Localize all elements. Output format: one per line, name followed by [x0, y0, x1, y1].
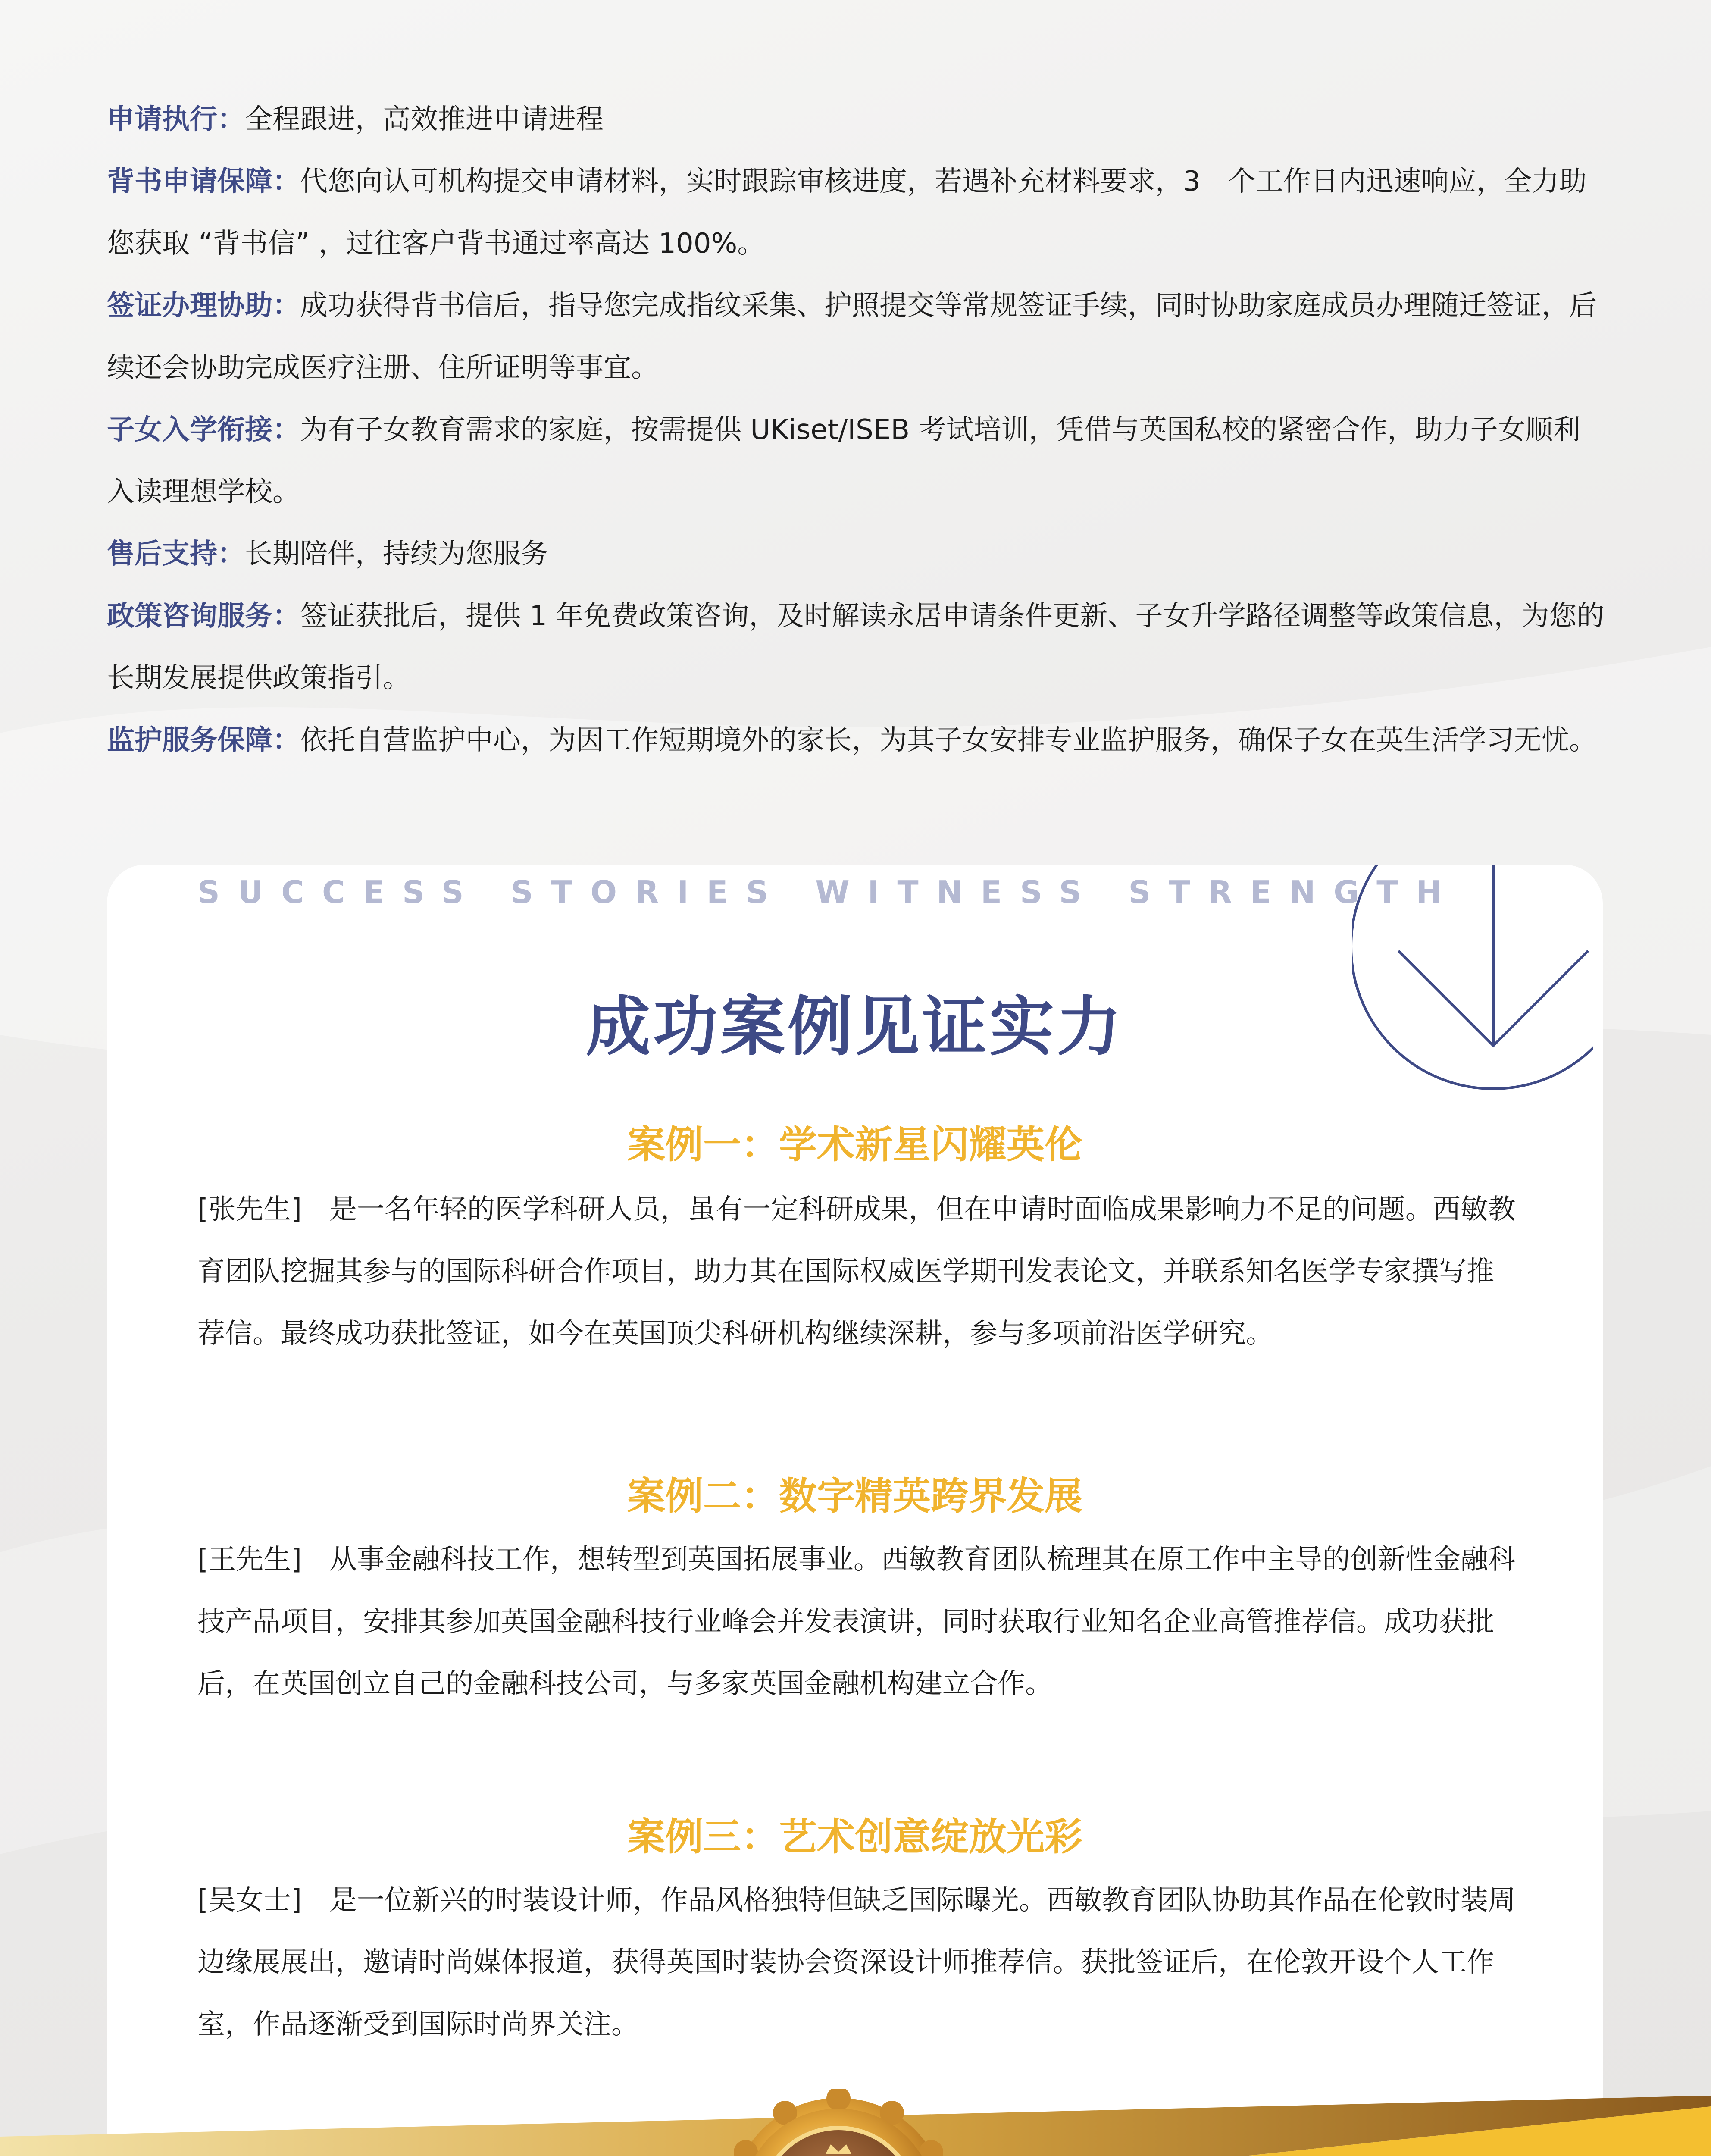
card-eyebrow: SUCCESS STORIES WITNESS STRENGTH: [197, 874, 1460, 910]
service-label: 签证办理协助：: [107, 290, 300, 322]
service-label: 售后支持：: [107, 538, 245, 570]
case-1-title: 案例一：学术新星闪耀英伦: [627, 1122, 1082, 1167]
service-text: 为有子女教育需求的家庭，按需提供 UKiset/ISEB 考试培训，凭借与英国私校的紧密合作，助力子女顺利入读理想学校。: [107, 414, 1581, 508]
case-1-body: [张先生] 是一名年轻的医学科研人员，虽有一定科研成果，但在申请时面临成果影响力不足的问题。西敏教育团队挖掘其参与的国际科研合作项目，助力其在国际权威医学期刊发表论文，并联系知名医学专家撰写推荐信。最终成功获批签证，如今在英国顶尖科研机构继续深耕，参与多项前沿医学研究。: [197, 1194, 1516, 1350]
service-item-application: [107, 88, 1607, 150]
services-list: [107, 88, 1607, 771]
case-2-title: 案例二：数字精英跨界发展: [627, 1474, 1082, 1518]
service-text: 代您向认可机构提交申请材料，实时跟踪审核进度，若遇补充材料要求，3 个工作日内迅速响应，全力助您获取 “背书信” ，过往客户背书通过率高达 100%。: [107, 166, 1587, 260]
case-3-body: [吴女士] 是一位新兴的时装设计师，作品风格独特但缺乏国际曝光。西敏教育团队协助其作品在伦敦时装周边缘展展出，邀请时尚媒体报道，获得英国时装协会资深设计师推荐信。获批签证后，在伦敦开设个人工作室，作品逐渐受到国际时尚界关注。: [197, 1884, 1516, 2040]
service-label: 背书申请保障：: [107, 166, 300, 197]
service-text: 长期陪伴，持续为您服务: [245, 538, 548, 570]
service-text: 依托自营监护中心，为因工作短期境外的家长，为其子女安排专业监护服务，确保子女在英生活学习无忧。: [300, 724, 1597, 756]
case-3-title: 案例三：艺术创意绽放光彩: [627, 1814, 1082, 1859]
service-item-after-sales: [107, 523, 1607, 585]
service-text: 签证获批后，提供 1 年免费政策咨询，及时解读永居申请条件更新、子女升学路径调整等政策信息，为您的长期发展提供政策指引。: [107, 600, 1605, 694]
service-item-guardian: [107, 709, 1607, 771]
service-label: 监护服务保障：: [107, 724, 300, 756]
case-2-body: [王先生] 从事金融科技工作，想转型到英国拓展事业。西敏教育团队梳理其在原工作中主导的创新性金融科技产品项目，安排其参加英国金融科技行业峰会并发表演讲，同时获取行业知名企业高管推荐信。成功获批后，在英国创立自己的金融科技公司，与多家英国金融机构建立合作。: [197, 1544, 1516, 1700]
service-item-policy: [107, 585, 1607, 709]
service-item-visa: [107, 275, 1607, 399]
card-title: 成功案例见证实力: [585, 990, 1124, 1065]
success-stories-card: [107, 865, 1603, 2156]
service-label: 子女入学衔接：: [107, 414, 300, 446]
service-label: 申请执行：: [107, 103, 245, 135]
service-item-school: [107, 399, 1607, 523]
award-medal-icon: [718, 2089, 959, 2156]
service-text: 全程跟进，高效推进申请进程: [245, 103, 604, 135]
service-item-endorsement: [107, 150, 1607, 275]
service-text: 成功获得背书信后，指导您完成指纹采集、护照提交等常规签证手续，同时协助家庭成员办理随迁签证，后续还会协助完成医疗注册、住所证明等事宜。: [107, 290, 1597, 384]
service-label: 政策咨询服务：: [107, 600, 300, 632]
